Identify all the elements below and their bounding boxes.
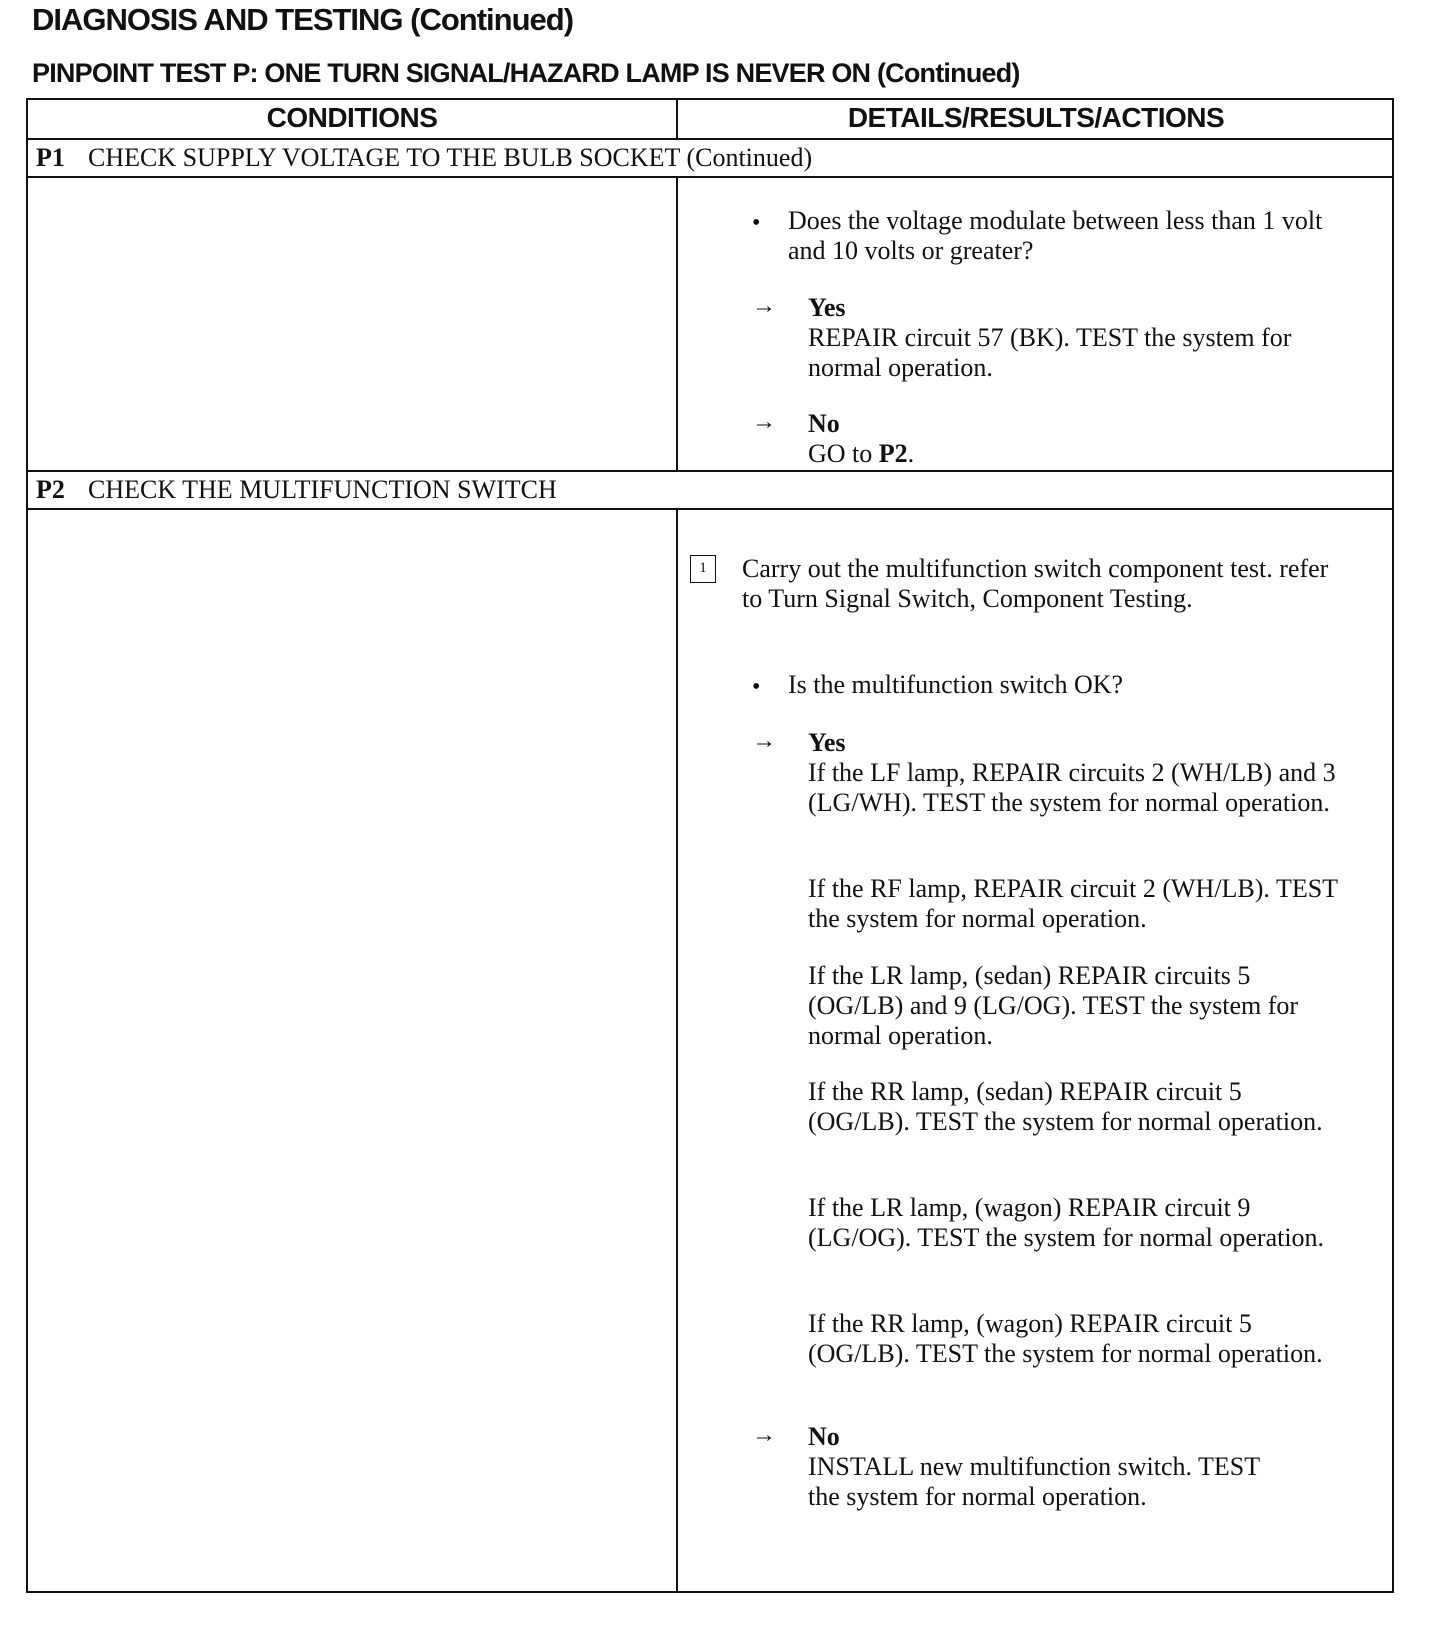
header-divider — [28, 138, 1392, 140]
p2-yes-action: If the LR lamp, (sedan) REPAIR circuits 5 (OG/LB) and 9 (LG/OG). TEST the system for normal operation. — [808, 961, 1299, 1050]
bullet-icon: • — [752, 210, 761, 236]
p2-yes-action: If the RR lamp, (sedan) REPAIR circuit 5 (OG/LB). TEST the system for normal operation. — [808, 1077, 1323, 1136]
p2-yes-action: If the RR lamp, (wagon) REPAIR circuit 5 (OG/LB). TEST the system for normal operation. — [808, 1309, 1323, 1368]
column-header-conditions: CONDITIONS — [266, 102, 438, 133]
arrow-right-icon: → — [752, 1422, 776, 1448]
p2-yes-action: If the LF lamp, REPAIR circuits 2 (WH/LB) and 3 (LG/WH). TEST the system for normal operation. — [808, 758, 1336, 817]
p1-no-label: No — [808, 409, 840, 438]
arrow-right-icon: → — [752, 409, 776, 435]
page-title: DIAGNOSIS AND TESTING (Continued) — [32, 2, 574, 37]
p1-yes-action: REPAIR circuit 57 (BK). TEST the system for normal operation. — [808, 323, 1292, 382]
column-header-details: DETAILS/RESULTS/ACTIONS — [847, 102, 1225, 133]
column-divider-header — [676, 100, 678, 138]
arrow-right-icon: → — [752, 728, 776, 754]
p2-yes-action: If the LR lamp, (wagon) REPAIR circuit 9 (LG/OG). TEST the system for normal operation. — [808, 1193, 1325, 1252]
bullet-icon: • — [752, 674, 761, 700]
step-id: P1 — [36, 143, 65, 172]
p2-no-label: No — [808, 1422, 840, 1451]
p1-header-divider — [28, 176, 1392, 178]
p2-header-divider — [28, 508, 1392, 510]
p2-yes-label: Yes — [808, 728, 846, 757]
pinpoint-test-title: PINPOINT TEST P: ONE TURN SIGNAL/HAZARD LAMP IS NEVER ON (Continued) — [32, 58, 1020, 88]
column-divider-p1 — [676, 178, 678, 470]
step-title: CHECK THE MULTIFUNCTION SWITCH — [88, 475, 557, 504]
pinpoint-test-table — [26, 98, 1394, 1593]
p1-question: Does the voltage modulate between less than 1 volt and 10 volts or greater? — [788, 206, 1323, 265]
p2-question: Is the multifunction switch OK? — [788, 670, 1124, 699]
step-title: CHECK SUPPLY VOLTAGE TO THE BULB SOCKET (Continued) — [88, 143, 813, 172]
column-divider-p2 — [676, 510, 678, 1591]
step-header-p1 — [36, 143, 812, 173]
p2-header-top-divider — [28, 470, 1392, 472]
p1-no-action: GO to P2. — [808, 439, 915, 468]
p2-no-action: INSTALL new multifunction switch. TEST the system for normal operation. — [808, 1452, 1260, 1511]
p2-yes-action: If the RF lamp, REPAIR circuit 2 (WH/LB). TEST the system for normal operation. — [808, 874, 1338, 933]
arrow-right-icon: → — [752, 293, 776, 319]
step-number-box: 1 — [690, 555, 716, 583]
p2-step-instruction: Carry out the multifunction switch component test. refer to Turn Signal Switch, Component Testing. — [742, 554, 1329, 613]
step-header-p2 — [36, 475, 557, 505]
step-id: P2 — [36, 475, 65, 504]
p1-yes-label: Yes — [808, 293, 846, 322]
